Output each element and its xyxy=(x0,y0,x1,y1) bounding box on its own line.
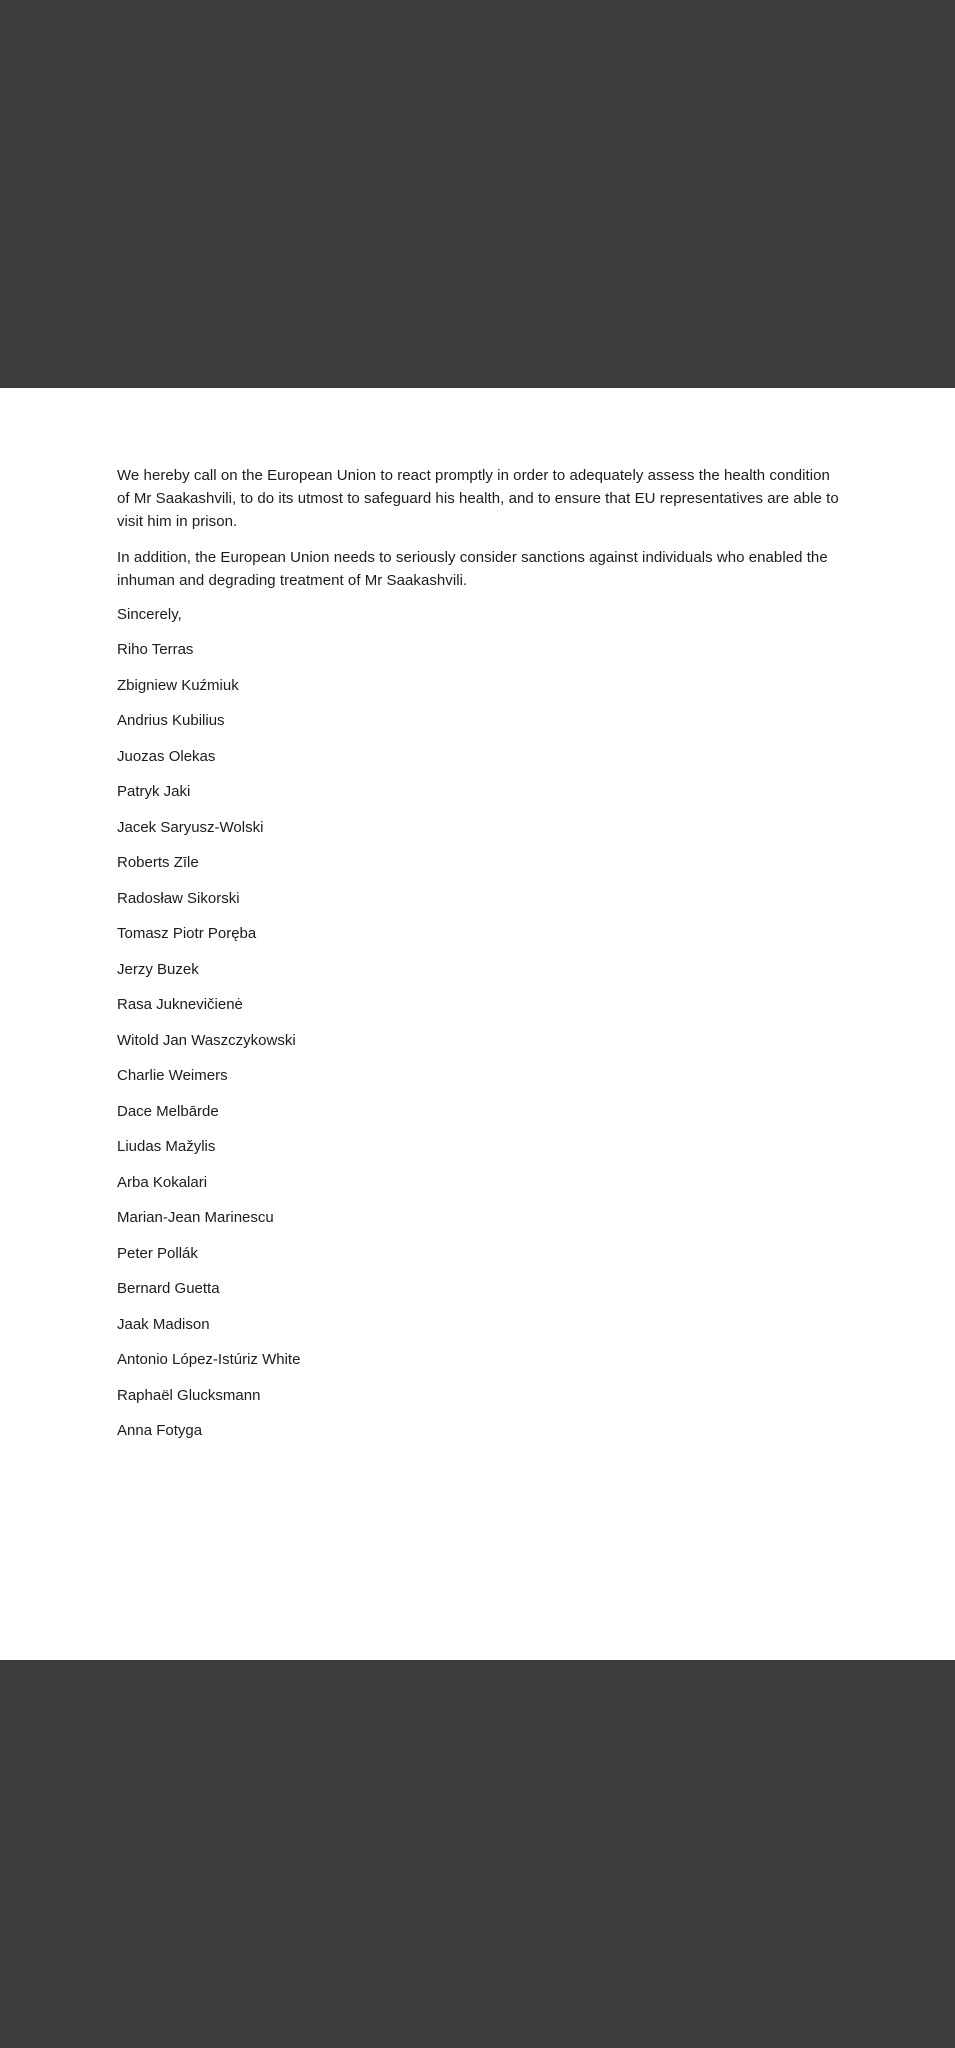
document-page xyxy=(0,388,955,1660)
signatory-name: Juozas Olekas xyxy=(117,747,216,765)
signatory-name: Jaak Madison xyxy=(117,1315,210,1333)
letter-paragraph-2: In addition, the European Union needs to seriously consider sanctions against individuals who enabled the inhuman and degrading treatment of Mr Saakashvili. xyxy=(117,549,828,589)
signatory-name: Peter Pollák xyxy=(117,1244,198,1262)
signatory-name: Marian-Jean Marinescu xyxy=(117,1209,274,1226)
signatory-list xyxy=(117,640,845,1441)
signatory-name: Jacek Saryusz-Wolski xyxy=(117,818,264,836)
letter-closing: Sincerely, xyxy=(117,606,182,623)
signatory-name: Zbigniew Kuźmiuk xyxy=(117,676,239,694)
signatory-name: Riho Terras xyxy=(117,641,194,658)
signatory-name: Witold Jan Waszczykowski xyxy=(117,1031,296,1049)
signatory-name: Arba Kokalari xyxy=(117,1173,208,1191)
signatory-name: Patryk Jaki xyxy=(117,783,191,800)
signatory-name: Roberts Zīle xyxy=(117,854,199,871)
signatory-name: Antonio López-Istúriz White xyxy=(117,1351,301,1368)
signatory-name: Charlie Weimers xyxy=(117,1067,228,1084)
signatory-name: Raphaël Glucksmann xyxy=(117,1386,261,1404)
signatory-name: Bernard Guetta xyxy=(117,1280,220,1297)
signatory-name: Tomasz Piotr Poręba xyxy=(117,925,257,942)
letter-paragraph-1: We hereby call on the European Union to react promptly in order to adequately assess the health condition of Mr Saakashvili, to do its utmost to safeguard his health, and to ensure that EU representatives are able to visit him in prison. xyxy=(117,467,839,530)
signatory-name: Liudas Mažylis xyxy=(117,1138,216,1155)
signatory-name: Jerzy Buzek xyxy=(117,960,199,978)
signatory-name: Rasa Juknevičienė xyxy=(117,996,243,1013)
signatory-name: Andrius Kubilius xyxy=(117,712,225,729)
signatory-name: Radosław Sikorski xyxy=(117,889,240,907)
signatory-name: Anna Fotyga xyxy=(117,1422,203,1439)
signatory-name: Dace Melbārde xyxy=(117,1102,219,1120)
